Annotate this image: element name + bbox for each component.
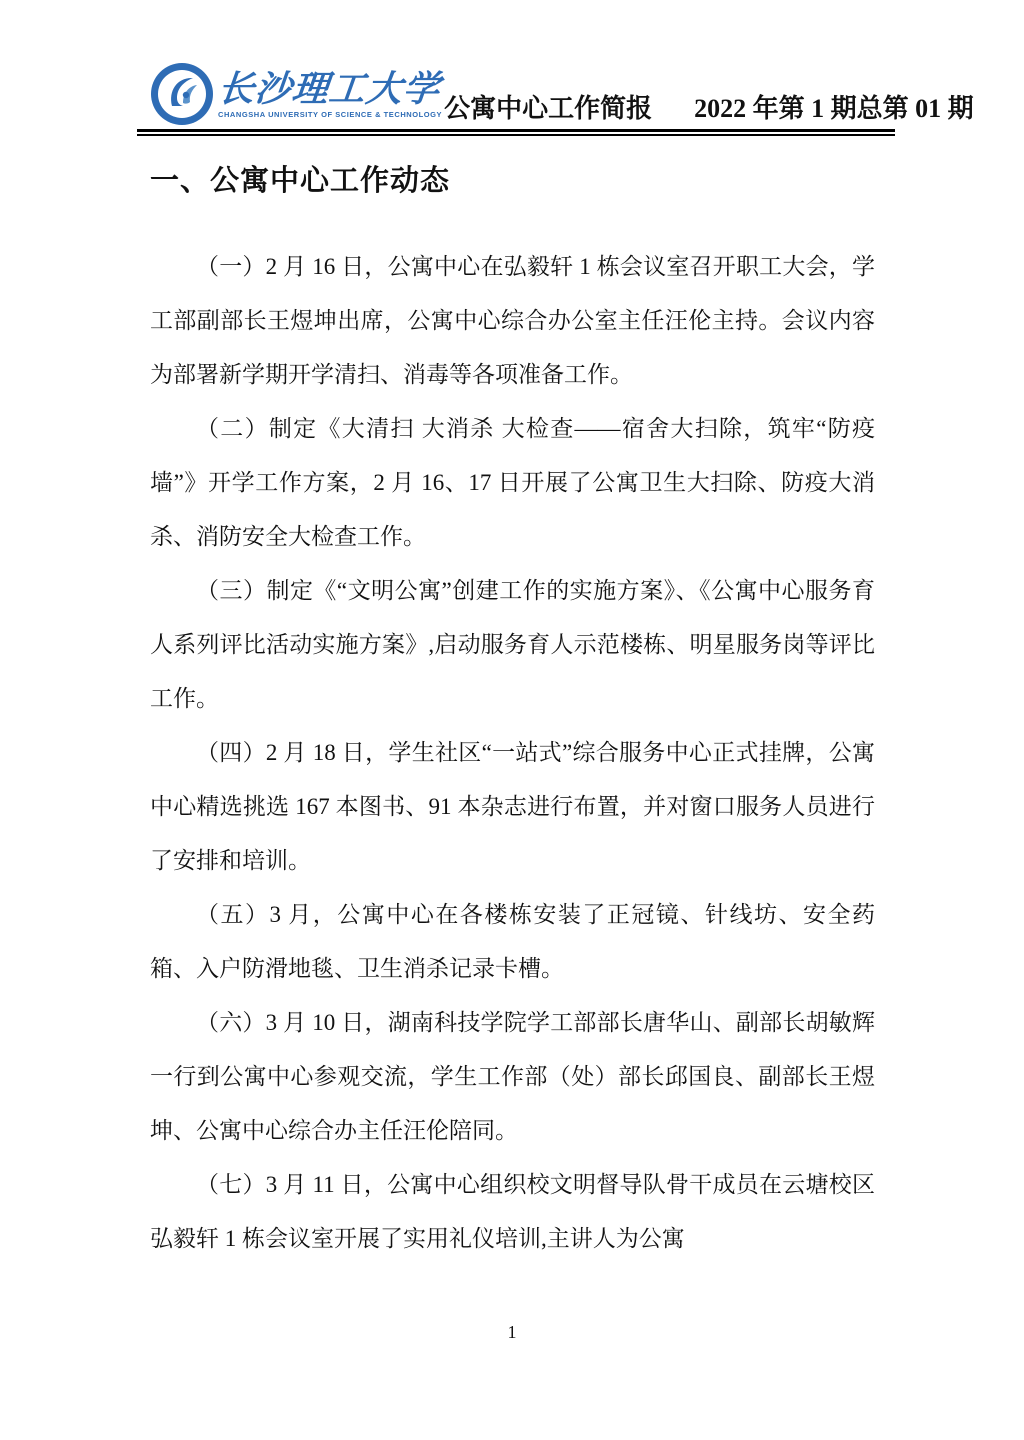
paragraph-5: （五）3 月，公寓中心在各楼栋安装了正冠镜、针线坊、安全药箱、入户防滑地毯、卫生消杀记录卡槽。 [150, 902, 875, 981]
paragraph-2: （二）制定《大清扫 大消杀 大检查——宿舍大扫除，筑牢“防疫墙”》开学工作方案，2 月 16、17 日开展了公寓卫生大扫除、防疫大消杀、消防安全大检查工作。 [150, 416, 875, 549]
page-number: 1 [507, 1322, 517, 1342]
paragraph-6: （六）3 月 10 日，湖南科技学院学工部部长唐华山、副部长胡敏辉一行到公寓中心参观交流，学生工作部（处）部长邱国良、副部长王煜坤、公寓中心综合办主任汪伦陪同。 [150, 1010, 875, 1143]
issue-number: 2022 年第 1 期总第 01 期 [694, 94, 974, 123]
logo-cn-name: 长沙理工大学 [215, 68, 443, 110]
logo-en-name: CHANGSHA UNIVERSITY OF SCIENCE & TECHNOLOGY [218, 110, 443, 119]
masthead [150, 58, 974, 126]
body-text [150, 240, 875, 1266]
paragraph-1: （一）2 月 16 日，公寓中心在弘毅轩 1 栋会议室召开职工大会，学工部副部长王煜坤出席，公寓中心综合办公室主任汪伦主持。会议内容为部署新学期开学清扫、消毒等各项准备工作。 [150, 254, 875, 387]
university-logo [150, 62, 442, 126]
paragraph-7: （七）3 月 11 日，公寓中心组织校文明督导队骨干成员在云塘校区弘毅轩 1 栋会议室开展了实用礼仪培训,主讲人为公寓 [150, 1172, 875, 1251]
paragraph-4: （四）2 月 18 日，学生社区“一站式”综合服务中心正式挂牌，公寓中心精选挑选 167 本图书、91 本杂志进行布置，并对窗口服务人员进行了安排和培训。 [150, 740, 875, 873]
bulletin-title: 公寓中心工作简报 [444, 94, 653, 123]
logo-text [215, 68, 443, 119]
divider-thin-line [137, 134, 895, 136]
paragraph-3: （三）制定《“文明公寓”创建工作的实施方案》、《公寓中心服务育人系列评比活动实施方案》,启动服务育人示范楼栋、明星服务岗等评比工作。 [150, 578, 875, 711]
university-emblem-icon [150, 62, 214, 126]
masthead-divider [137, 129, 895, 136]
section-heading: 一、公寓中心工作动态 [150, 165, 451, 197]
